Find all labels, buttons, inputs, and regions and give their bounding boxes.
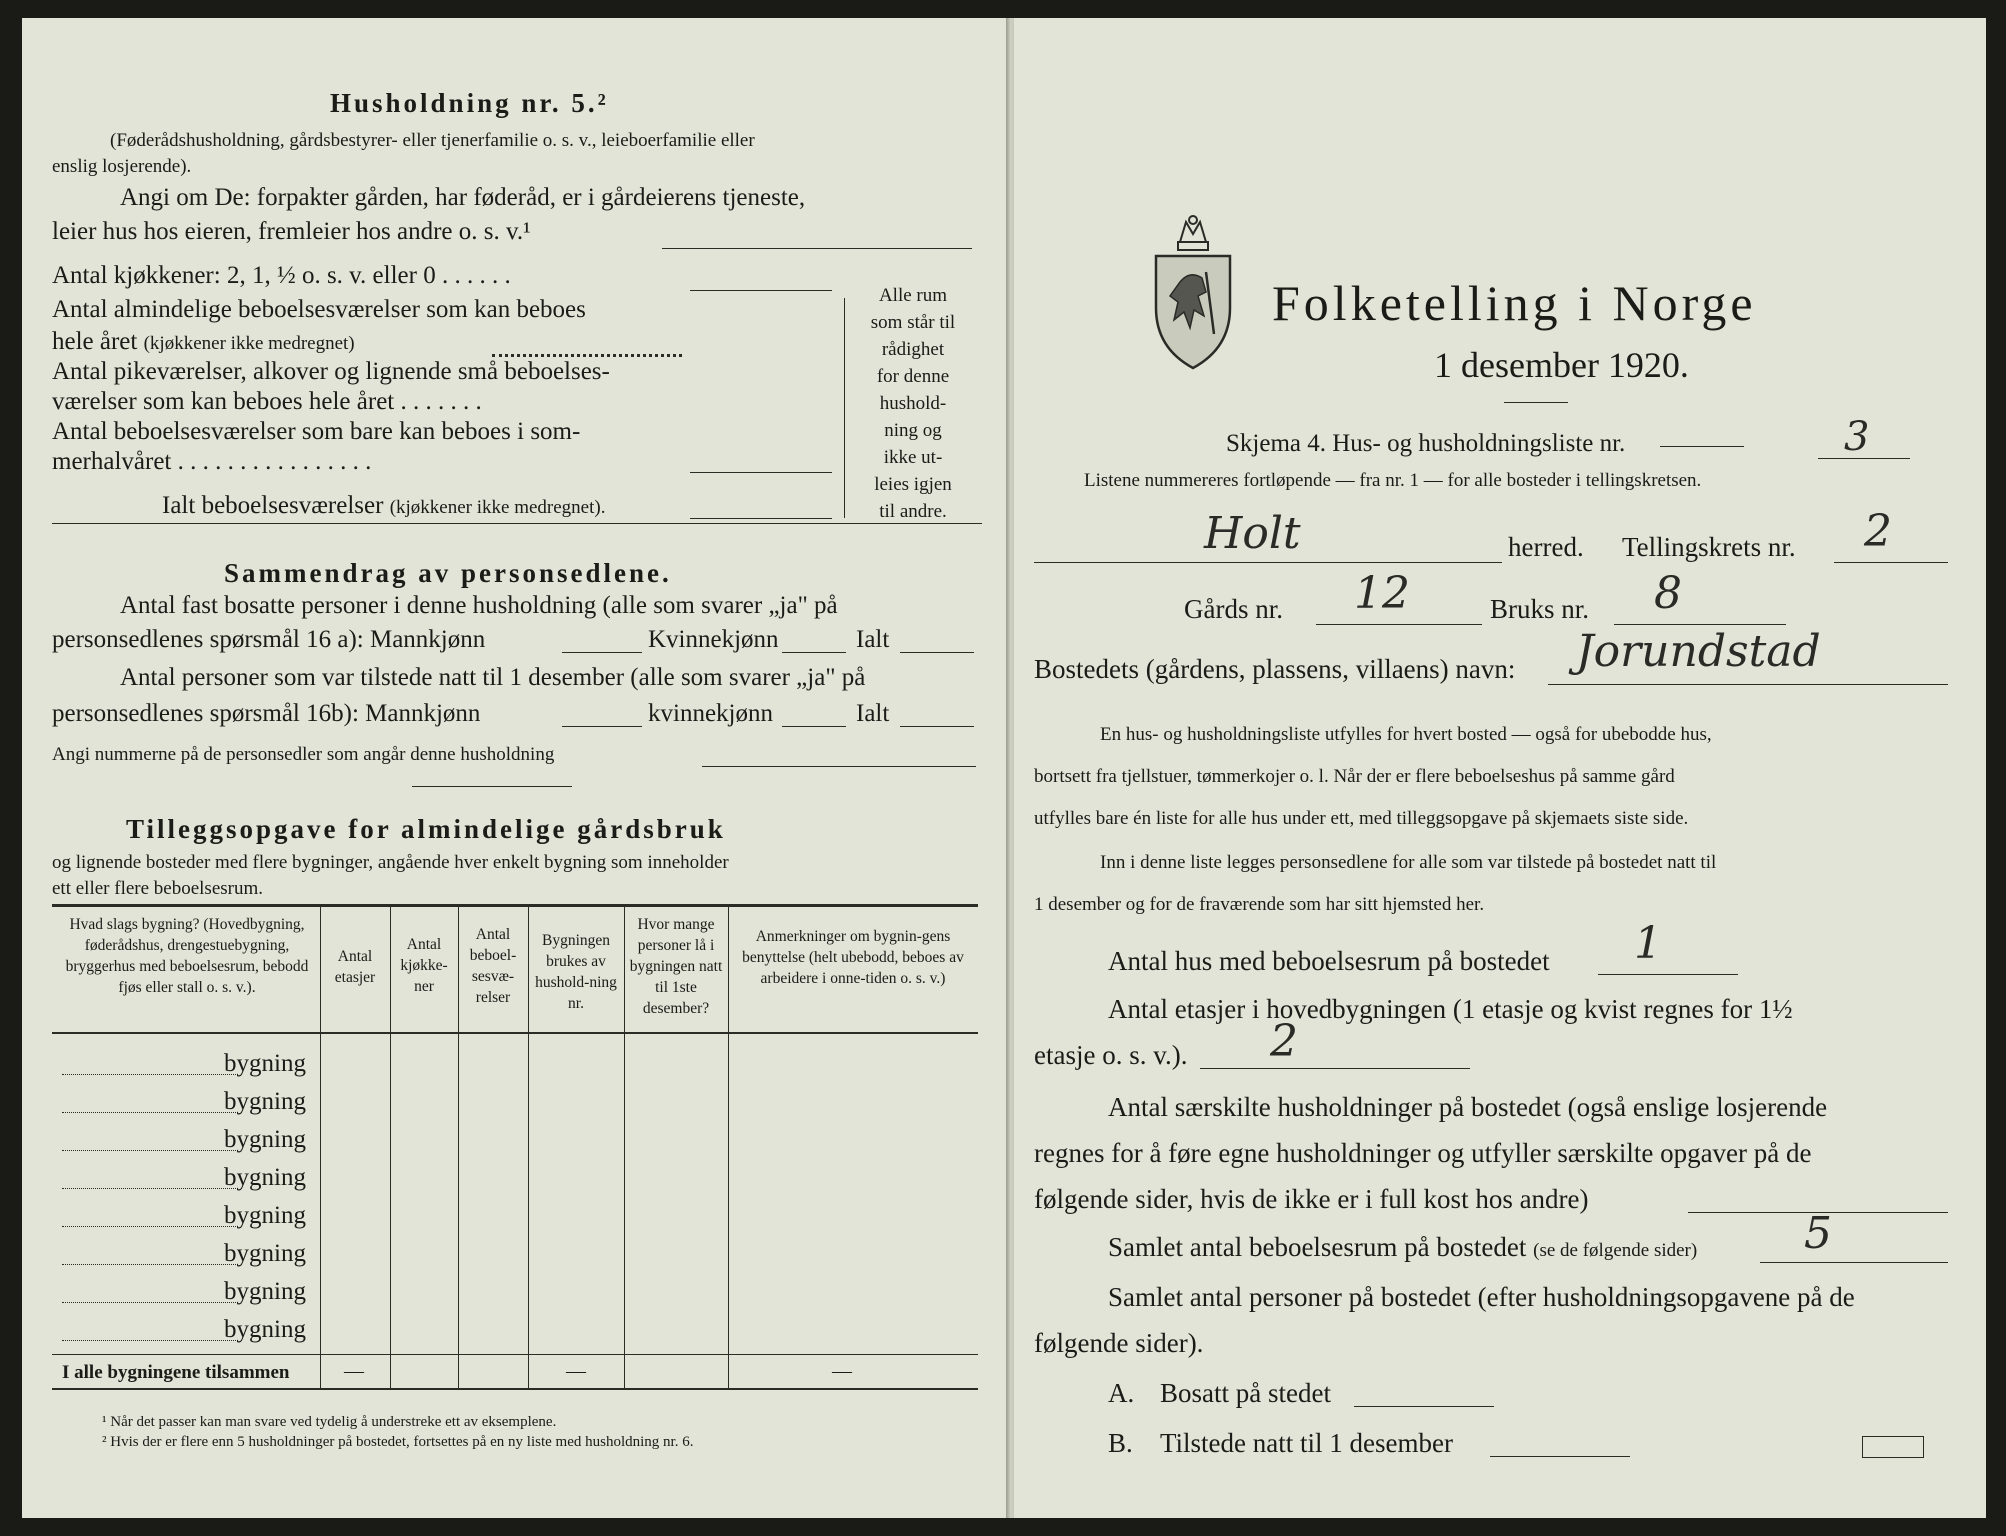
krets-label: Tellingskrets nr.	[1622, 532, 1796, 562]
row-label: bygning	[224, 1278, 306, 1305]
table-bottom-border	[52, 1388, 978, 1390]
tillegg-line-1: og lignende bosteder med flere bygninger, angående hver enkelt bygning som inneholder	[52, 852, 729, 873]
etasjer-value: 2	[1270, 1016, 1298, 1067]
footnote-1: ¹ Når det passer kan man svare ved tydelig å understreke ett av eksemplene.	[102, 1414, 557, 1430]
gards-value: 12	[1354, 568, 1410, 619]
row-label: bygning	[224, 1240, 306, 1267]
summary-total-label-2: Ialt	[856, 700, 890, 727]
rooms-row-dots	[492, 354, 682, 357]
total-dash-remarks: —	[832, 1360, 852, 1382]
header-rooms: Antal beboel-sesvæ-relser	[469, 926, 517, 1006]
table-header-border	[52, 1032, 978, 1034]
summary-line-3: Angi nummerne på de personsedler som angår denne husholdning	[52, 744, 555, 765]
table-top-border	[52, 904, 978, 907]
main-title: Folketelling i Norge	[1272, 275, 1757, 331]
present-women-line[interactable]	[782, 726, 846, 727]
hus-line[interactable]	[1598, 974, 1738, 975]
samlet-personer-line-2: følgende sider).	[1034, 1328, 1204, 1358]
census-date: 1 desember 1920.	[1434, 345, 1689, 385]
present-men-line[interactable]	[562, 726, 642, 727]
row-fill-line	[62, 1302, 238, 1303]
bruks-value: 8	[1654, 568, 1682, 619]
herred-label: herred.	[1508, 532, 1584, 562]
bosatt-line[interactable]	[1354, 1406, 1494, 1407]
summary-total-label: Ialt	[856, 626, 890, 653]
total-dash-household: —	[566, 1360, 586, 1382]
table-total-border	[52, 1354, 978, 1355]
rooms-row-b: hele året (kjøkkener ikke medregnet)	[52, 328, 355, 355]
listene-note: Listene nummereres fortløpende — fra nr. 1 — for alle bosteder i tellingskretsen.	[1084, 470, 1702, 491]
samlet-rum-line[interactable]	[1760, 1262, 1948, 1263]
summer-rooms-row-b: merhalvåret . . . . . . . . . . . . . . . .	[52, 448, 372, 475]
col-divider-4	[528, 906, 529, 1388]
household-title: Husholdning nr. 5.²	[330, 88, 609, 118]
title-divider	[1504, 402, 1568, 403]
hus-value: 1	[1634, 918, 1662, 969]
saerskilte-line-1: Antal særskilte husholdninger på bostedet (også enslige losjerende	[1108, 1092, 1828, 1122]
angi-answer-line[interactable]	[662, 248, 972, 249]
gards-line[interactable]	[1316, 624, 1482, 625]
paragraph-2-line-1: Inn i denne liste legges personsedlene for alle som var tilstede på bostedet natt til	[1100, 852, 1717, 873]
row-label: bygning	[224, 1050, 306, 1077]
gards-label: Gårds nr.	[1184, 594, 1283, 624]
samlet-rum-label: Samlet antal beboelsesrum på bostedet (se de følgende sider)	[1108, 1232, 1698, 1262]
bruks-line[interactable]	[1614, 624, 1786, 625]
summary-women-label-2: kvinnekjønn	[648, 700, 773, 727]
printer-stamp	[1862, 1436, 1924, 1458]
krets-line[interactable]	[1834, 562, 1948, 563]
total-row-label: I alle bygningene tilsammen	[62, 1362, 290, 1383]
bruks-label: Bruks nr.	[1490, 594, 1590, 624]
herred-value: Holt	[1204, 508, 1301, 559]
section-divider	[52, 523, 982, 524]
short-divider	[412, 786, 572, 787]
row-label: bygning	[224, 1164, 306, 1191]
row-fill-line	[62, 1074, 238, 1075]
row-label: bygning	[224, 1088, 306, 1115]
person-numbers-line[interactable]	[702, 766, 976, 767]
summer-rooms-row-a: Antal beboelsesværelser som bare kan beboes i som-	[52, 418, 581, 445]
herred-line[interactable]	[1034, 562, 1502, 563]
col-divider-6	[728, 906, 729, 1388]
norway-coat-of-arms-icon	[1150, 212, 1236, 372]
total-rooms-answer-line[interactable]	[690, 518, 832, 519]
total-rooms-row: Ialt beboelsesværelser (kjøkkener ikke medregnet).	[162, 492, 606, 519]
paragraph-1-line-2: bortsett fra tjellstuer, tømmerkojer o. l. Når der er flere beboelseshus på samme gård	[1034, 766, 1675, 787]
summary-line-1a: Antal fast bosatte personer i denne husholdning (alle som svarer „ja" på	[120, 592, 838, 619]
b-label: B.	[1108, 1428, 1133, 1458]
total-dash-floors: —	[344, 1360, 364, 1382]
row-fill-line	[62, 1150, 238, 1151]
col-divider-5	[624, 906, 625, 1388]
maid-rooms-row-a: Antal pikeværelser, alkover og lignende små beboelses-	[52, 358, 610, 385]
row-fill-line	[62, 1226, 238, 1227]
tillegg-title: Tilleggsopgave for almindelige gårdsbruk	[126, 814, 726, 844]
bosted-line[interactable]	[1548, 684, 1948, 685]
header-building-type: Hvad slags bygning? (Hovedbygning, føderådshus, drengestuebygning, bryggerhus med beboelsesrum, bebodd fjøs eller stall o. s. v.).	[65, 916, 309, 996]
summary-line-2b: personsedlenes spørsmål 16b): Mannkjønn	[52, 700, 481, 727]
row-label: bygning	[224, 1126, 306, 1153]
angi-line-1: Angi om De: forpakter gården, har føderåd, er i gårdeierens tjeneste,	[120, 184, 806, 211]
row-label: bygning	[224, 1316, 306, 1343]
left-page	[22, 18, 1012, 1518]
summary-line-1b: personsedlenes spørsmål 16 a): Mannkjønn	[52, 626, 486, 653]
krets-value: 2	[1864, 506, 1892, 557]
strike-husholdningsliste	[1660, 446, 1744, 447]
samlet-rum-value: 5	[1804, 1208, 1832, 1259]
summary-title: Sammendrag av personsedlene.	[224, 558, 672, 588]
row-fill-line	[62, 1264, 238, 1265]
summary-women-label: Kvinnekjønn	[648, 626, 779, 653]
header-floors: Antal etasjer	[334, 948, 376, 986]
maid-rooms-row-b: værelser som kan beboes hele året . . . . . . .	[52, 388, 482, 415]
paragraph-2-line-2: 1 desember og for de fraværende som har sitt hjemsted her.	[1034, 894, 1485, 915]
etasjer-answer-line[interactable]	[1200, 1068, 1470, 1069]
tilstede-line[interactable]	[1490, 1456, 1630, 1457]
paragraph-1-line-1: En hus- og husholdningsliste utfylles for hvert bosted — også for ubebodde hus,	[1100, 724, 1712, 745]
col-divider-2	[390, 906, 391, 1388]
footnote-2: ² Hvis der er flere enn 5 husholdninger på bostedet, fortsettes på en ny liste med husholdning nr. 6.	[102, 1434, 694, 1450]
kitchens-answer-line[interactable]	[690, 290, 832, 291]
list-number-line[interactable]	[1818, 458, 1910, 459]
bosted-value: Jorundstad	[1576, 626, 1821, 677]
etasjer-line-2: etasje o. s. v.).	[1034, 1040, 1188, 1070]
summer-rooms-answer-line[interactable]	[690, 472, 832, 473]
bracket-note: Alle rum som står til rådighet for denne hushold- ning og ikke ut- leies igjen til andre.	[870, 285, 956, 522]
paragraph-1-line-3: utfylles bare én liste for alle hus under ett, med tilleggsopgave på skjemaets siste side.	[1034, 808, 1689, 829]
resident-women-line[interactable]	[782, 652, 846, 653]
bosatt-label: Bosatt på stedet	[1160, 1378, 1331, 1408]
rooms-row-a: Antal almindelige beboelsesværelser som kan beboes	[52, 296, 586, 323]
bracket	[844, 298, 845, 518]
row-fill-line	[62, 1112, 238, 1113]
resident-men-line[interactable]	[562, 652, 642, 653]
row-fill-line	[62, 1188, 238, 1189]
saerskilte-line-3: følgende sider, hvis de ikke er i full kost hos andre)	[1034, 1184, 1589, 1214]
header-kitchens: Antal kjøkke-ner	[400, 936, 448, 995]
row-fill-line	[62, 1340, 238, 1341]
household-subtitle-1: (Føderådshusholdning, gårdsbestyrer- eller tjenerfamilie o. s. v., leieboerfamilie eller	[110, 130, 755, 151]
bosted-label: Bostedets (gårdens, plassens, villaens) navn:	[1034, 654, 1516, 684]
household-subtitle-2: enslig losjerende).	[52, 156, 192, 177]
row-label: bygning	[224, 1202, 306, 1229]
angi-line-2: leier hus hos eieren, fremleier hos andre o. s. v.¹	[52, 218, 531, 245]
kitchens-row: Antal kjøkkener: 2, 1, ½ o. s. v. eller 0 . . . . . .	[52, 262, 511, 289]
header-persons: Hvor mange personer lå i bygningen natt til 1ste desember?	[629, 916, 723, 1017]
list-number-value: 3	[1844, 414, 1870, 460]
present-total-line[interactable]	[900, 726, 974, 727]
right-page	[1014, 18, 1986, 1518]
saerskilte-line-2: regnes for å føre egne husholdninger og utfyller særskilte opgaver på de	[1034, 1138, 1812, 1168]
col-divider-3	[458, 906, 459, 1388]
resident-total-line[interactable]	[900, 652, 974, 653]
tilstede-label: Tilstede natt til 1 desember	[1160, 1428, 1453, 1458]
a-label: A.	[1108, 1378, 1135, 1408]
summary-line-2a: Antal personer som var tilstede natt til 1 desember (alle som svarer „ja" på	[120, 664, 866, 691]
tillegg-line-2: ett eller flere beboelsesrum.	[52, 878, 264, 899]
header-remarks: Anmerkninger om bygnin-gens benyttelse (helt ubebodd, beboes av arbeidere i onne-tiden o. s. v.)	[742, 928, 964, 987]
samlet-personer-line-1: Samlet antal personer på bostedet (efter husholdningsopgavene på de	[1108, 1282, 1855, 1312]
etasjer-line-1: Antal etasjer i hovedbygningen (1 etasje og kvist regnes for 1½	[1108, 994, 1793, 1024]
hus-label: Antal hus med beboelsesrum på bostedet	[1108, 946, 1550, 976]
col-divider-1	[320, 906, 321, 1388]
skjema-label: Skjema 4. Hus- og husholdningsliste nr.	[1226, 430, 1626, 457]
header-household-nr: Bygningen brukes av hushold-ning nr.	[535, 932, 617, 1012]
